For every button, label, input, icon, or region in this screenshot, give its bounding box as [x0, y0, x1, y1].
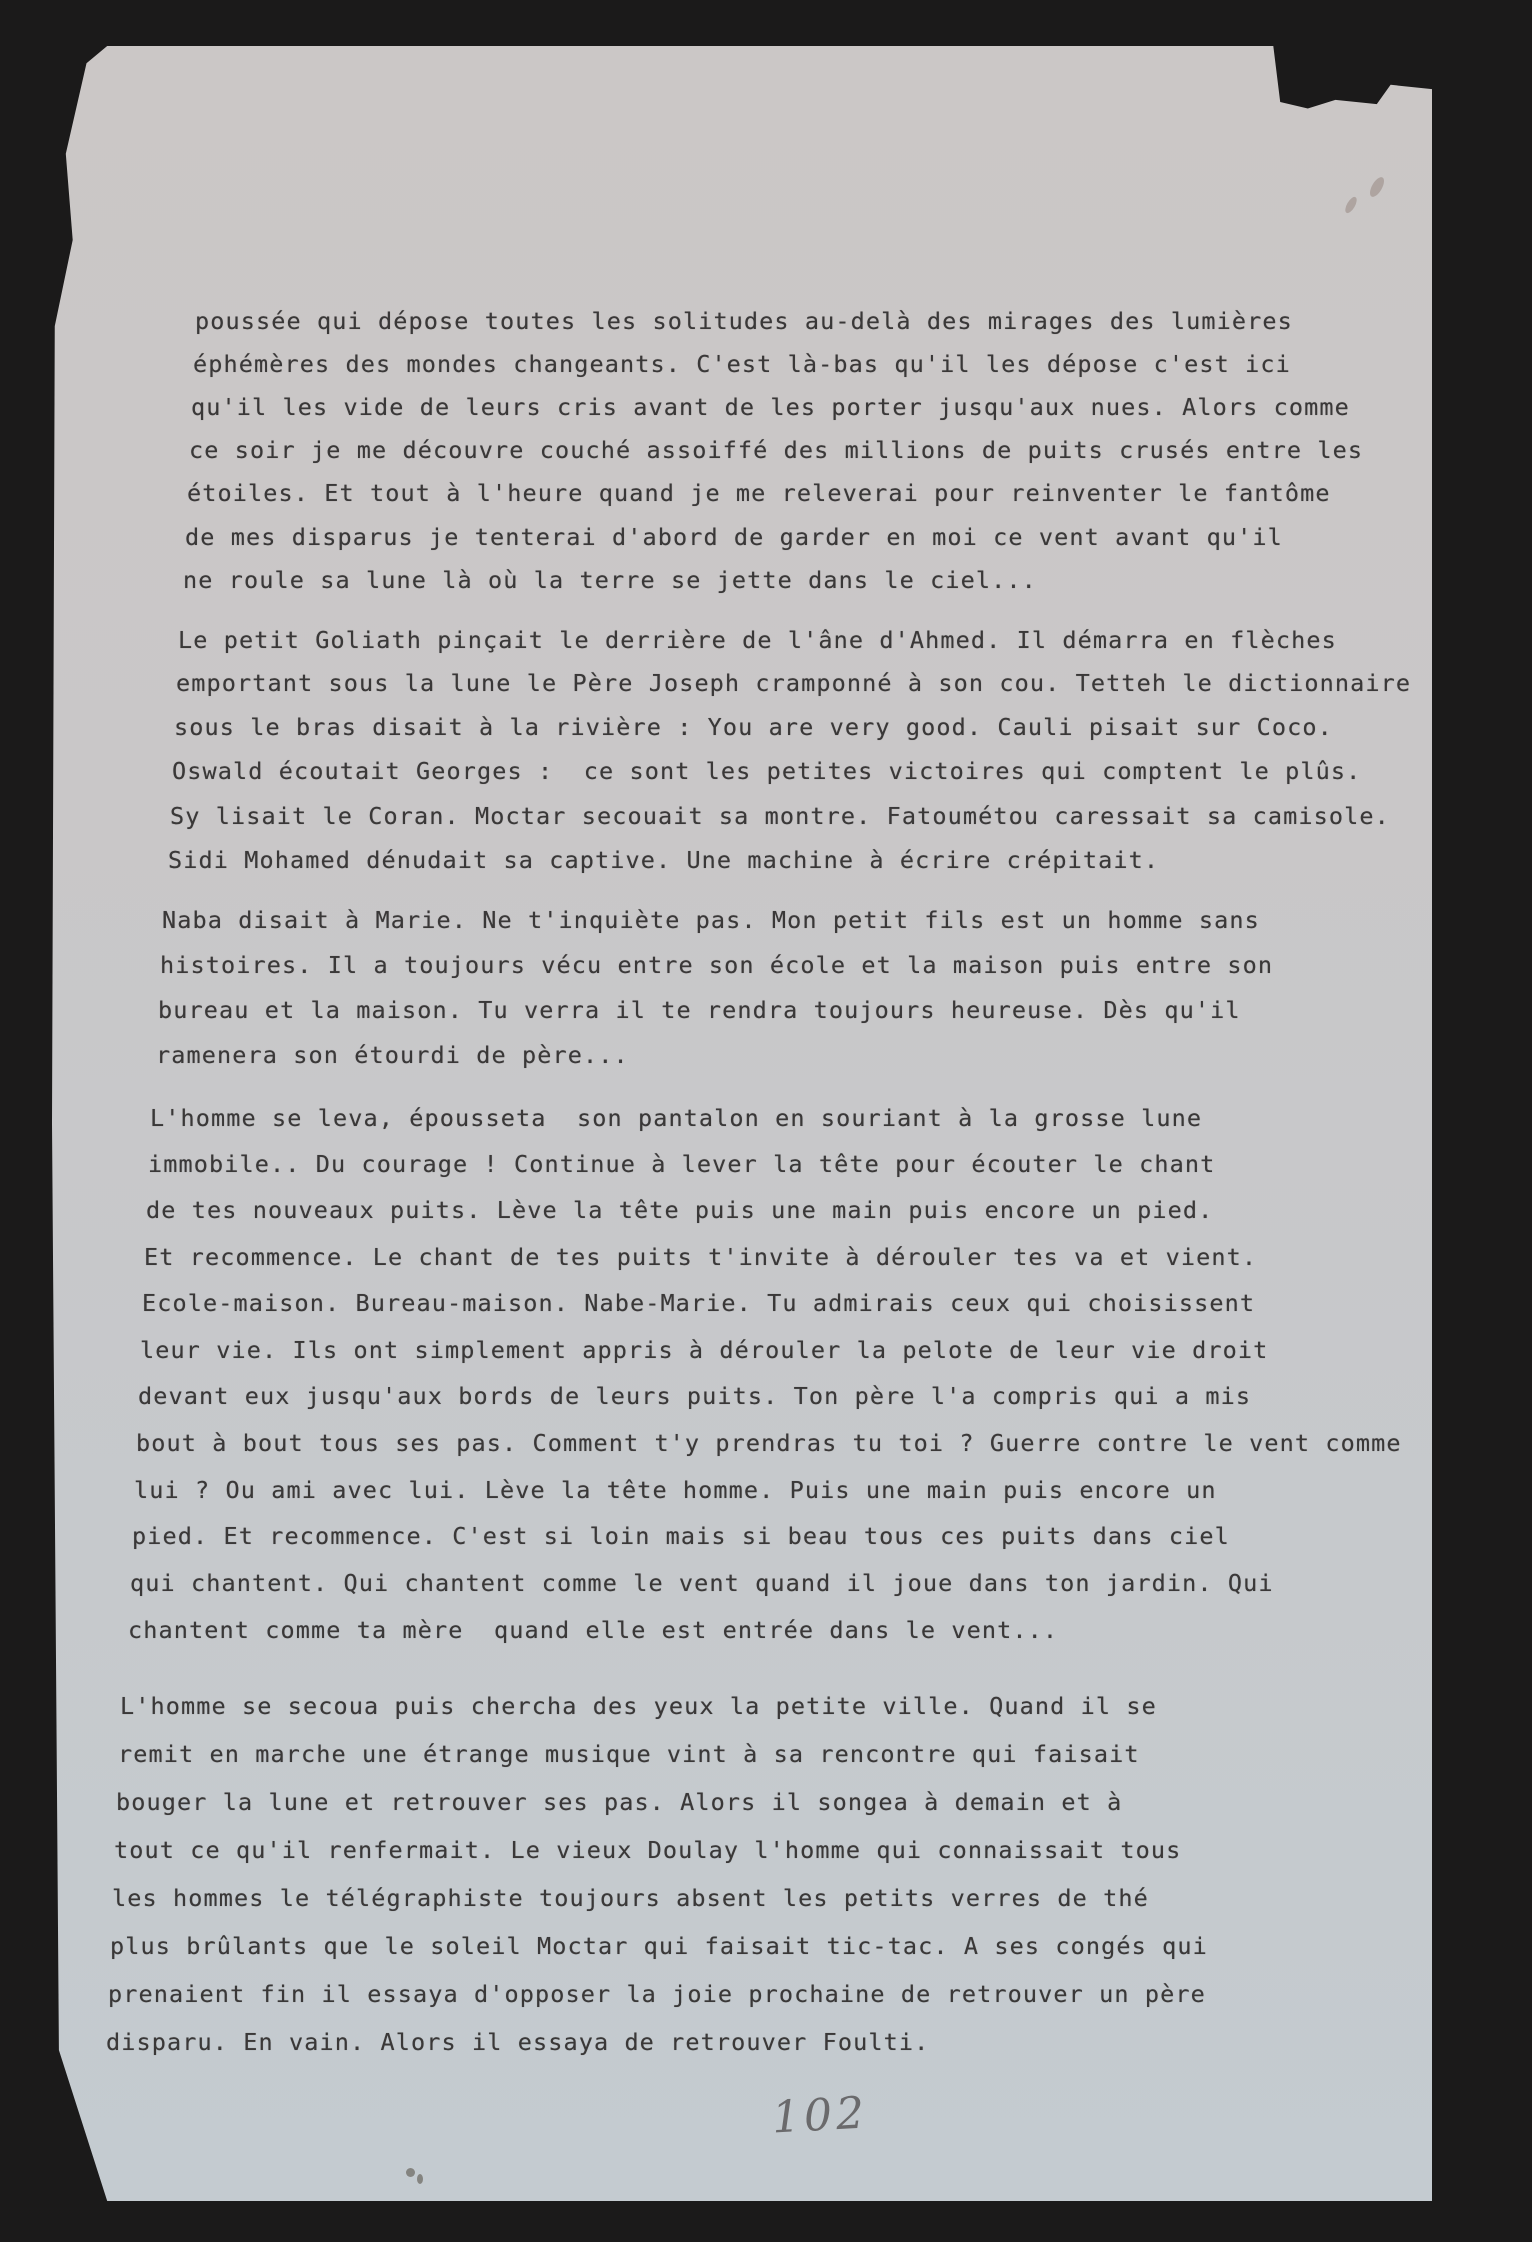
- text-line: tout ce qu'il renfermait. Le vieux Doulay l'homme qui connaissait tous: [114, 1836, 1182, 1864]
- text-line: Oswald écoutait Georges : ce sont les petites victoires qui comptent le plûs.: [172, 757, 1362, 785]
- text-line: plus brûlants que le soleil Moctar qui faisait tic-tac. A ses congés qui: [110, 1932, 1208, 1960]
- text-line: L'homme se secoua puis chercha des yeux la petite ville. Quand il se: [120, 1692, 1157, 1720]
- text-line: qu'il les vide de leurs cris avant de les porter jusqu'aux nues. Alors comme: [191, 393, 1350, 421]
- text-line: Le petit Goliath pinçait le derrière de l'âne d'Ahmed. Il démarra en flèches: [178, 626, 1337, 654]
- paper-stain: [406, 2168, 415, 2177]
- text-line: de mes disparus je tenterai d'abord de garder en moi ce vent avant qu'il: [185, 523, 1283, 551]
- text-line: Et recommence. Le chant de tes puits t'invite à dérouler tes va et vient.: [144, 1243, 1258, 1271]
- text-line: devant eux jusqu'aux bords de leurs puits. Ton père l'a compris qui a mis: [138, 1382, 1252, 1410]
- text-line: L'homme se leva, épousseta son pantalon en souriant à la grosse lune: [150, 1104, 1203, 1132]
- text-line: de tes nouveaux puits. Lève la tête puis une main puis encore un pied.: [146, 1196, 1214, 1224]
- text-line: ce soir je me découvre couché assoiffé des millions de puits crusés entre les: [189, 436, 1364, 464]
- text-line: les hommes le télégraphiste toujours absent les petits verres de thé: [112, 1884, 1149, 1912]
- handwritten-page-number: 102: [770, 2087, 870, 2144]
- text-line: immobile.. Du courage ! Continue à lever la tête pour écouter le chant: [148, 1150, 1216, 1178]
- text-line: bouger la lune et retrouver ses pas. Alors il songea à demain et à: [116, 1788, 1123, 1816]
- text-line: emportant sous la lune le Père Joseph cramponné à son cou. Tetteh le dictionnaire: [176, 669, 1412, 697]
- text-line: lui ? Ou ami avec lui. Lève la tête homme. Puis une main puis encore un: [134, 1476, 1217, 1504]
- text-line: prenaient fin il essaya d'opposer la joie prochaine de retrouver un père: [108, 1980, 1206, 2008]
- paper-stain: [1343, 195, 1359, 215]
- text-line: chantent comme ta mère quand elle est entrée dans le vent...: [128, 1616, 1059, 1644]
- text-line: étoiles. Et tout à l'heure quand je me releverai pour reinventer le fantôme: [187, 479, 1331, 507]
- text-line: disparu. En vain. Alors il essaya de retrouver Foulti.: [106, 2028, 930, 2056]
- text-line: ne roule sa lune là où la terre se jette dans le ciel...: [183, 566, 1037, 594]
- text-line: bout à bout tous ses pas. Comment t'y prendras tu toi ? Guerre contre le vent comme: [136, 1429, 1402, 1457]
- text-line: bureau et la maison. Tu verra il te rendra toujours heureuse. Dès qu'il: [158, 996, 1241, 1024]
- text-line: remit en marche une étrange musique vint à sa rencontre qui faisait: [118, 1740, 1140, 1768]
- paper-stain: [417, 2174, 423, 2184]
- text-line: sous le bras disait à la rivière : You are very good. Cauli pisait sur Coco.: [174, 713, 1333, 741]
- text-line: Sidi Mohamed dénudait sa captive. Une machine à écrire crépitait.: [168, 846, 1160, 874]
- text-line: qui chantent. Qui chantent comme le vent quand il joue dans ton jardin. Qui: [130, 1569, 1274, 1597]
- text-line: Naba disait à Marie. Ne t'inquiète pas. Mon petit fils est un homme sans: [162, 906, 1260, 934]
- text-line: Sy lisait le Coran. Moctar secouait sa montre. Fatoumétou caressait sa camisole.: [170, 802, 1390, 830]
- text-line: pied. Et recommence. C'est si loin mais si beau tous ces puits dans ciel: [132, 1522, 1230, 1550]
- paper-stain: [1367, 175, 1387, 199]
- text-line: éphémères des mondes changeants. C'est là-bas qu'il les dépose c'est ici: [193, 350, 1291, 378]
- text-line: histoires. Il a toujours vécu entre son école et la maison puis entre son: [160, 951, 1274, 979]
- text-line: ramenera son étourdi de père...: [156, 1041, 629, 1069]
- text-line: poussée qui dépose toutes les solitudes au-delà des mirages des lumières: [195, 307, 1293, 335]
- text-line: leur vie. Ils ont simplement appris à dérouler la pelote de leur vie droit: [140, 1336, 1269, 1364]
- text-line: Ecole-maison. Bureau-maison. Nabe-Marie. Tu admirais ceux qui choisissent: [142, 1289, 1256, 1317]
